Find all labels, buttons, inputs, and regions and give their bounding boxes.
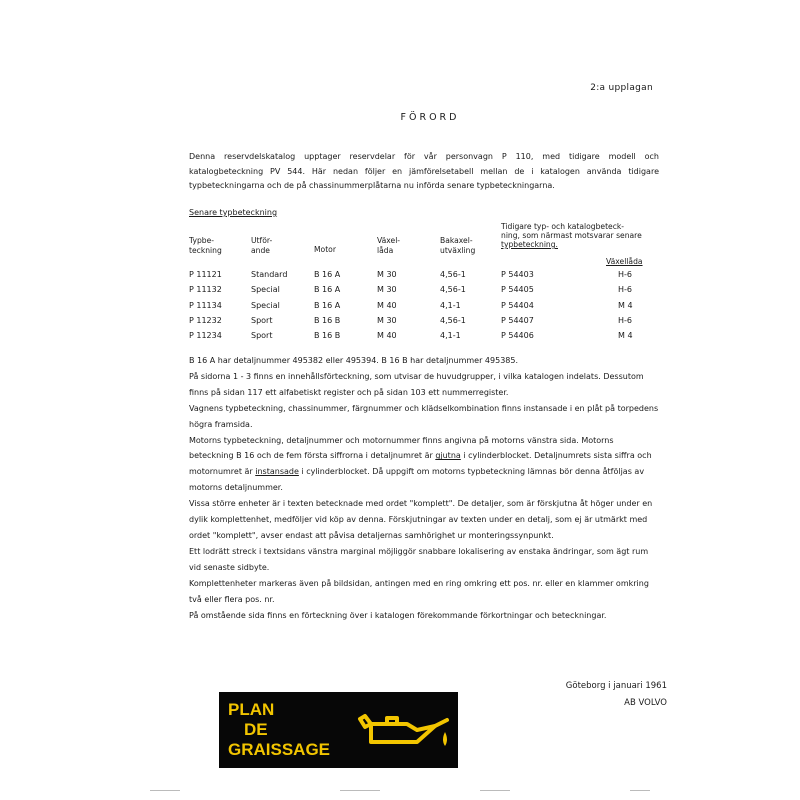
place-date: Göteborg i januari 1961: [565, 681, 667, 691]
cell-earlier-gearbox: H-6: [618, 315, 632, 325]
cell-version: Standard: [251, 270, 288, 279]
cell-gearbox: M 40: [377, 300, 397, 310]
note-margin-line: Ett lodrätt streck i textsidans vänstra marginal möjliggör snabbare lokalisering av enstaka ändringar, som ägt rum vid senaste sidbyte.: [189, 546, 649, 572]
cell-axle-ratio: 4,1-1: [440, 300, 461, 310]
note-contents: På sidorna 1 - 3 finns en innehållsförteckning, som utvisar de huvudgrupper, i vilka katalogen indelats. Dessutom finns på sidan 117 ett alfabetiskt register och på sidan 103 ett nummerregister.: [189, 371, 644, 397]
underlined-gjutna: gjutna: [435, 451, 461, 461]
header-gearbox: Växel- låda: [377, 236, 401, 255]
oil-can-icon: [357, 702, 453, 760]
cell-version: Special: [251, 300, 280, 310]
cell-version: Special: [251, 285, 280, 295]
cell-gearbox: M 30: [377, 315, 397, 325]
note-engine-marking: Motorns typbeteckning, detaljnummer och motornummer finns angivna på motorns vänstra sida. Motorns beteckning B 16 och de fem första siffrorna i detaljnumret är gjutna i cylinderblocket. Detaljnumrets sista siffra och motornumret är instansade i cylinderblocket. Då uppgift om motorns typbeteckning lämnas bör denna åtföljas av motorns detaljnummer.: [189, 435, 652, 493]
cell-earlier-gearbox: H-6: [618, 270, 632, 279]
note-vehicle-plate: Vagnens typbeteckning, chassinummer, färgnummer och klädselkombination finns instansade i en plåt på torpedens högra framsida.: [189, 403, 659, 429]
plan-de-graissage-logo: [219, 692, 458, 768]
note-engine-part-numbers: B 16 A har detaljnummer 495382 eller 495394. B 16 B har detaljnummer 495385.: [189, 356, 519, 365]
logo-line-plan: PLAN: [228, 700, 275, 719]
cell-axle-ratio: 4,56-1: [440, 270, 466, 279]
cell-earlier-type: P 54407: [501, 315, 534, 325]
cell-earlier-gearbox: M 4: [618, 331, 633, 341]
cell-earlier-gearbox: M 4: [618, 300, 633, 310]
cell-type: P 11234: [189, 331, 222, 341]
cell-earlier-type: P 54404: [501, 300, 534, 310]
cell-axle-ratio: 4,56-1: [440, 315, 466, 325]
page-title: FÖRORD: [400, 112, 460, 123]
cell-type: P 11121: [189, 270, 222, 279]
cell-gearbox: M 30: [377, 270, 397, 279]
header-axle-ratio: Bakaxel- utväxling: [440, 236, 476, 255]
cell-engine: B 16 A: [314, 270, 341, 279]
header-earlier-designation: Tidigare typ- och katalogbeteck- ning, som närmast motsvarar senare typbeteckning.: [501, 222, 642, 249]
company-name: AB VOLVO: [624, 698, 667, 708]
cell-engine: B 16 A: [314, 300, 341, 310]
intro-paragraph: Denna reservdelskatalog upptager reservdelar för vår personvagn P 110, med tidigare modell och katalogbeteckning PV 544. Här nedan följer en jämförelsetabell mellan de i katalogen använda tidigare typbeteckningarna och de på chassinummerplåtarna nu införda senare typbeteckningarna.: [189, 152, 659, 190]
cell-engine: B 16 A: [314, 285, 341, 295]
cell-axle-ratio: 4,56-1: [440, 285, 466, 295]
header-type: Typbe- teckning: [189, 236, 222, 255]
note-komplett: Vissa större enheter är i texten betecknade med ordet "komplett". De detaljer, som är förskjutna åt höger under en dylik komplettenhet, medföljer vid köp av denna. Förskjutningar av texten under en detalj, som ej är utmärkt med ordet "komplett", avser endast att påvisa detaljernas samhörighet ur monteringssynpunkt.: [189, 499, 653, 540]
header-engine: Motor: [314, 245, 336, 254]
cell-axle-ratio: 4,1-1: [440, 331, 461, 341]
table-subheading: Senare typbeteckning: [189, 208, 278, 217]
signature-block: [566, 678, 667, 712]
cell-gearbox: M 40: [377, 331, 397, 341]
notes-section: [189, 353, 659, 623]
logo-line-graissage: GRAISSAGE: [228, 740, 331, 759]
note-illustration-marking: Komplettenheter markeras även på bildsidan, antingen med en ring omkring ett pos. nr. eller en klammer omkring två eller flera pos. nr.: [189, 578, 649, 604]
cell-earlier-gearbox: H-6: [618, 285, 632, 295]
cell-engine: B 16 B: [314, 315, 341, 325]
cell-type: P 11132: [189, 285, 222, 295]
underlined-instansade: instansade: [255, 467, 299, 477]
footer-rule: [150, 790, 670, 791]
cell-earlier-type: P 54405: [501, 285, 534, 295]
cell-version: Sport: [251, 315, 273, 325]
header-earlier-gearbox: Växellåda: [606, 257, 643, 266]
logo-line-de: DE: [244, 720, 268, 739]
cell-earlier-type: P 54406: [501, 331, 534, 341]
cell-gearbox: M 30: [377, 285, 397, 295]
cell-type: P 11232: [189, 315, 222, 325]
edition-label: 2:a upplagan: [590, 83, 653, 93]
cell-engine: B 16 B: [314, 331, 341, 341]
header-version: Utför- ande: [251, 236, 273, 255]
cell-version: Sport: [251, 331, 273, 341]
cell-earlier-type: P 54403: [501, 270, 534, 279]
note-abbreviations: På omstående sida finns en förteckning över i katalogen förekommande förkortningar och beteckningar.: [189, 610, 607, 620]
cell-type: P 11134: [189, 300, 222, 310]
